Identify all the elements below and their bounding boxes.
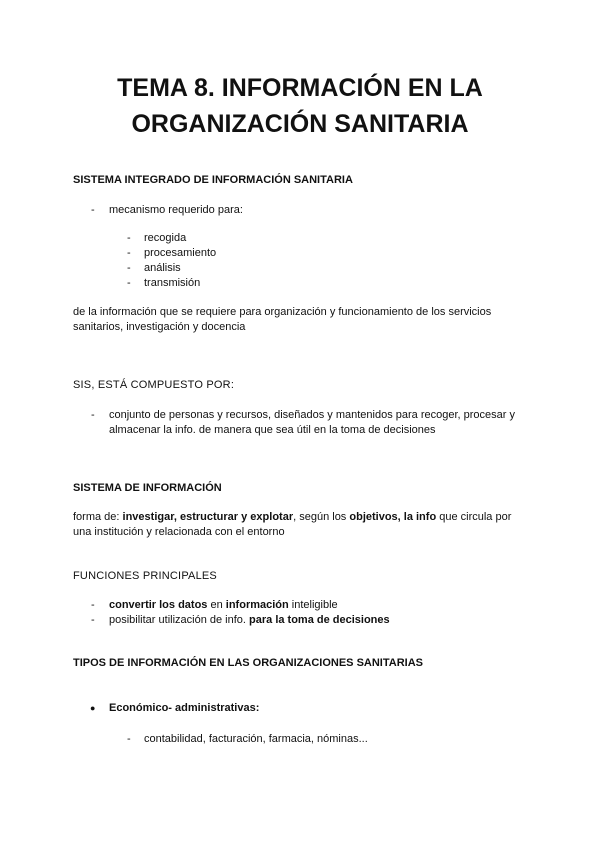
bold-text: información [225, 599, 289, 611]
list-dash: - [91, 599, 95, 611]
section-heading-sistema-integrado: SISTEMA INTEGRADO DE INFORMACIÓN SANITARIA [73, 174, 353, 186]
list-dash: - [127, 733, 131, 745]
sub-list-item: transmisión [144, 277, 201, 289]
list-item [109, 598, 338, 613]
sub-list-item: análisis [144, 262, 181, 274]
list-item-continued: almacenar la info. de manera que sea útil en la toma de decisiones [109, 424, 436, 436]
paragraph-line: una institución y relacionada con el entorno [73, 526, 285, 538]
paragraph-line [73, 510, 511, 525]
list-item: conjunto de personas y recursos, diseñados y mantenidos para recoger, procesar y [109, 409, 516, 421]
text-run: en [207, 599, 226, 611]
list-dash: - [91, 204, 95, 216]
list-dash: - [127, 262, 131, 274]
text-run: forma de: [73, 511, 123, 523]
bullet-item: Económico- administrativas: [109, 702, 260, 714]
text-run: , según los [293, 511, 350, 523]
list-dash: - [127, 277, 131, 289]
paragraph-line: de la información que se requiere para organización y funcionamiento de los servicios [73, 306, 492, 318]
bold-text: para la toma de decisiones [249, 614, 390, 626]
bold-text: convertir los datos [109, 599, 208, 611]
text-run: posibilitar utilización de info. [109, 614, 250, 626]
document-title-line-2: ORGANIZACIÓN SANITARIA [131, 110, 469, 138]
section-heading-sistema-informacion: SISTEMA DE INFORMACIÓN [73, 482, 222, 494]
document-title-line-1: TEMA 8. INFORMACIÓN EN LA [117, 74, 483, 102]
list-dash: - [127, 247, 131, 259]
bold-text: investigar, estructurar y explotar [122, 511, 294, 523]
section-heading-funciones: FUNCIONES PRINCIPALES [73, 570, 217, 582]
sub-list-item: procesamiento [144, 247, 217, 259]
sub-list-item: contabilidad, facturación, farmacia, nóminas... [144, 733, 368, 745]
text-run: inteligible [288, 599, 338, 611]
bullet-dot-icon: ● [90, 703, 96, 713]
list-item [109, 613, 390, 628]
section-heading-sis-compuesto: SIS, ESTÁ COMPUESTO POR: [73, 379, 235, 391]
list-dash: - [91, 409, 95, 421]
bold-text: objetivos, la info [349, 511, 437, 523]
sub-list-item: recogida [144, 232, 187, 244]
paragraph-line: sanitarios, investigación y docencia [73, 321, 246, 333]
list-item: mecanismo requerido para: [109, 204, 243, 216]
section-heading-tipos-informacion: TIPOS DE INFORMACIÓN EN LAS ORGANIZACIONES SANITARIAS [73, 657, 423, 669]
text-run: que circula por [436, 511, 512, 523]
list-dash: - [127, 232, 131, 244]
list-dash: - [91, 614, 95, 626]
